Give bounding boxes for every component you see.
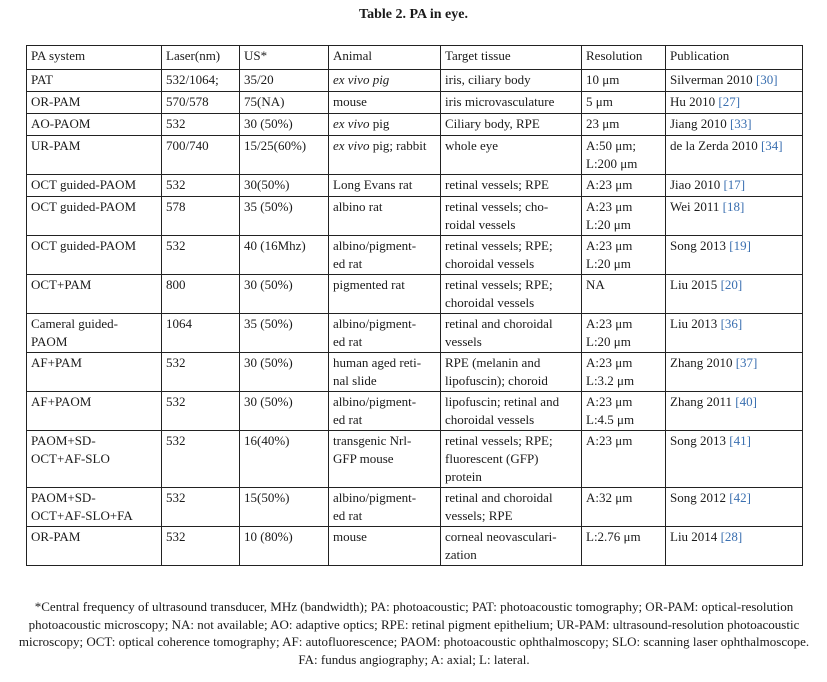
cell-target-tissue: iris, ciliary body xyxy=(441,70,582,92)
cell-publication xyxy=(666,353,803,392)
col-header-resolution: Resolution xyxy=(582,46,666,70)
reference-link[interactable]: [17] xyxy=(723,177,746,192)
cell-resolution: L:2.76 μm xyxy=(582,527,666,566)
table-row xyxy=(27,527,803,566)
table-row xyxy=(27,431,803,488)
cell-pa-system: OCT guided-PAOM xyxy=(27,197,162,236)
cell-animal: ex vivo pig xyxy=(329,70,441,92)
table-row xyxy=(27,70,803,92)
cell-us: 30 (50%) xyxy=(240,275,329,314)
cell-us: 75(NA) xyxy=(240,92,329,114)
cell-animal: mouse xyxy=(329,92,441,114)
cell-publication xyxy=(666,92,803,114)
publication-author-year: Wei 2011 xyxy=(670,199,723,214)
table-row xyxy=(27,114,803,136)
cell-laser: 532 xyxy=(162,353,240,392)
cell-pa-system: AO-PAOM xyxy=(27,114,162,136)
col-header-target-tissue: Target tissue xyxy=(441,46,582,70)
cell-us: 35/20 xyxy=(240,70,329,92)
reference-link[interactable]: [36] xyxy=(720,316,743,331)
cell-laser: 578 xyxy=(162,197,240,236)
cell-pa-system: AF+PAOM xyxy=(27,392,162,431)
publication-author-year: Song 2013 xyxy=(670,238,730,253)
cell-target-tissue: retinal vessels; cho- roidal vessels xyxy=(441,197,582,236)
cell-resolution: A:32 μm xyxy=(582,488,666,527)
table-row xyxy=(27,236,803,275)
reference-link[interactable]: [20] xyxy=(720,277,743,292)
cell-laser: 570/578 xyxy=(162,92,240,114)
cell-us: 35 (50%) xyxy=(240,314,329,353)
reference-link[interactable]: [30] xyxy=(755,72,778,87)
cell-us: 40 (16Mhz) xyxy=(240,236,329,275)
cell-us: 10 (80%) xyxy=(240,527,329,566)
cell-laser: 532 xyxy=(162,236,240,275)
cell-resolution: A:50 μm; L:200 μm xyxy=(582,136,666,175)
table-footnote: *Central frequency of ultrasound transducer, MHz (bandwidth); PA: photoacoustic; PAT: photoacoustic tomography; OR-PAM: optical-resolution photoacoustic microscopy; NA: not available; AO: adaptive optics; RPE: retinal pigment epithelium; UR-PAM: ultrasound-resolution photoacoustic microscopy; OCT: optical coherence tomography; AF: autofluorescence; PAOM: photoacoustic ophthalmoscopy; SLO: scanning laser ophthalmoscope. FA: fundus angiography; A: axial; L: lateral. xyxy=(18,599,810,667)
cell-publication xyxy=(666,175,803,197)
cell-publication xyxy=(666,275,803,314)
cell-animal: albino/pigment- ed rat xyxy=(329,314,441,353)
cell-publication xyxy=(666,314,803,353)
reference-link[interactable]: [34] xyxy=(760,138,783,153)
cell-pa-system: PAOM+SD- OCT+AF-SLO+FA xyxy=(27,488,162,527)
cell-us: 30 (50%) xyxy=(240,392,329,431)
cell-pa-system: OCT guided-PAOM xyxy=(27,236,162,275)
publication-author-year: Song 2012 xyxy=(670,490,730,505)
cell-laser: 532/1064; xyxy=(162,70,240,92)
cell-publication xyxy=(666,197,803,236)
cell-laser: 532 xyxy=(162,114,240,136)
cell-target-tissue: Ciliary body, RPE xyxy=(441,114,582,136)
col-header-pa-system: PA system xyxy=(27,46,162,70)
col-header-publication: Publication xyxy=(666,46,803,70)
publication-author-year: Jiao 2010 xyxy=(670,177,724,192)
cell-us: 16(40%) xyxy=(240,431,329,488)
reference-link[interactable]: [37] xyxy=(735,355,758,370)
cell-us: 30(50%) xyxy=(240,175,329,197)
reference-link[interactable]: [19] xyxy=(729,238,751,253)
cell-target-tissue: retinal vessels; RPE; choroidal vessels xyxy=(441,275,582,314)
cell-laser: 532 xyxy=(162,527,240,566)
reference-link[interactable]: [28] xyxy=(720,529,743,544)
cell-laser: 800 xyxy=(162,275,240,314)
reference-link[interactable]: [18] xyxy=(722,199,745,214)
publication-author-year: Hu 2010 xyxy=(670,94,719,109)
table-body xyxy=(27,70,803,566)
cell-resolution: A:23 μm L:4.5 μm xyxy=(582,392,666,431)
cell-publication xyxy=(666,70,803,92)
cell-us: 35 (50%) xyxy=(240,197,329,236)
cell-resolution: A:23 μm L:20 μm xyxy=(582,197,666,236)
cell-target-tissue: corneal neovasculari- zation xyxy=(441,527,582,566)
cell-animal: ex vivo pig xyxy=(329,114,441,136)
cell-animal: albino/pigment- ed rat xyxy=(329,236,441,275)
table-row xyxy=(27,353,803,392)
cell-laser: 532 xyxy=(162,175,240,197)
cell-animal: mouse xyxy=(329,527,441,566)
col-header-us: US* xyxy=(240,46,329,70)
cell-target-tissue: retinal vessels; RPE xyxy=(441,175,582,197)
cell-pa-system: PAOM+SD- OCT+AF-SLO xyxy=(27,431,162,488)
cell-animal: ex vivo pig; rabbit xyxy=(329,136,441,175)
cell-us: 30 (50%) xyxy=(240,353,329,392)
header-row xyxy=(27,46,803,70)
cell-resolution: A:23 μm xyxy=(582,175,666,197)
publication-author-year: Liu 2015 xyxy=(670,277,721,292)
cell-target-tissue: whole eye xyxy=(441,136,582,175)
cell-target-tissue: retinal vessels; RPE; fluorescent (GFP) protein xyxy=(441,431,582,488)
cell-publication xyxy=(666,236,803,275)
cell-resolution: 5 μm xyxy=(582,92,666,114)
cell-us: 15(50%) xyxy=(240,488,329,527)
cell-laser: 532 xyxy=(162,431,240,488)
cell-pa-system: Cameral guided- PAOM xyxy=(27,314,162,353)
cell-resolution: A:23 μm L:20 μm xyxy=(582,314,666,353)
cell-resolution: A:23 μm L:20 μm xyxy=(582,236,666,275)
table-row xyxy=(27,488,803,527)
cell-pa-system: OR-PAM xyxy=(27,92,162,114)
cell-pa-system: OCT guided-PAOM xyxy=(27,175,162,197)
cell-resolution: A:23 μm xyxy=(582,431,666,488)
cell-resolution: NA xyxy=(582,275,666,314)
cell-us: 30 (50%) xyxy=(240,114,329,136)
cell-animal: Long Evans rat xyxy=(329,175,441,197)
cell-publication xyxy=(666,527,803,566)
cell-animal: albino/pigment- ed rat xyxy=(329,392,441,431)
col-header-animal: Animal xyxy=(329,46,441,70)
publication-author-year: Silverman 2010 xyxy=(670,72,756,87)
table-caption: Table 2. PA in eye. xyxy=(359,7,468,22)
cell-laser: 1064 xyxy=(162,314,240,353)
cell-target-tissue: RPE (melanin and lipofuscin); choroid xyxy=(441,353,582,392)
cell-target-tissue: lipofuscin; retinal and choroidal vessels xyxy=(441,392,582,431)
cell-pa-system: OCT+PAM xyxy=(27,275,162,314)
cell-pa-system: AF+PAM xyxy=(27,353,162,392)
table-row xyxy=(27,197,803,236)
cell-resolution: 10 μm xyxy=(582,70,666,92)
cell-pa-system: OR-PAM xyxy=(27,527,162,566)
reference-link[interactable]: [33] xyxy=(729,116,752,131)
publication-author-year: de la Zerda 2010 xyxy=(670,138,761,153)
publication-author-year: Zhang 2011 xyxy=(670,394,736,409)
reference-link[interactable]: [41] xyxy=(729,433,751,448)
cell-publication xyxy=(666,114,803,136)
cell-publication xyxy=(666,136,803,175)
table-row xyxy=(27,275,803,314)
reference-link[interactable]: [42] xyxy=(729,490,751,505)
cell-animal: albino rat xyxy=(329,197,441,236)
cell-animal: pigmented rat xyxy=(329,275,441,314)
cell-publication xyxy=(666,392,803,431)
reference-link[interactable]: [40] xyxy=(735,394,757,409)
table-row xyxy=(27,175,803,197)
pa-eye-table xyxy=(26,45,803,566)
cell-animal: human aged reti- nal slide xyxy=(329,353,441,392)
cell-laser: 532 xyxy=(162,488,240,527)
cell-target-tissue: iris microvasculature xyxy=(441,92,582,114)
cell-publication xyxy=(666,488,803,527)
cell-resolution: 23 μm xyxy=(582,114,666,136)
cell-pa-system: PAT xyxy=(27,70,162,92)
publication-author-year: Liu 2013 xyxy=(670,316,721,331)
col-header-laser: Laser(nm) xyxy=(162,46,240,70)
cell-us: 15/25(60%) xyxy=(240,136,329,175)
table-row xyxy=(27,314,803,353)
cell-target-tissue: retinal vessels; RPE; choroidal vessels xyxy=(441,236,582,275)
publication-author-year: Jiang 2010 xyxy=(670,116,730,131)
publication-author-year: Song 2013 xyxy=(670,433,730,448)
publication-author-year: Zhang 2010 xyxy=(670,355,736,370)
reference-link[interactable]: [27] xyxy=(718,94,741,109)
publication-author-year: Liu 2014 xyxy=(670,529,721,544)
cell-animal: transgenic Nrl- GFP mouse xyxy=(329,431,441,488)
cell-publication xyxy=(666,431,803,488)
cell-laser: 700/740 xyxy=(162,136,240,175)
cell-target-tissue: retinal and choroidal vessels xyxy=(441,314,582,353)
table-row xyxy=(27,392,803,431)
table-row xyxy=(27,92,803,114)
cell-resolution: A:23 μm L:3.2 μm xyxy=(582,353,666,392)
cell-pa-system: UR-PAM xyxy=(27,136,162,175)
cell-animal: albino/pigment- ed rat xyxy=(329,488,441,527)
cell-target-tissue: retinal and choroidal vessels; RPE xyxy=(441,488,582,527)
table-row xyxy=(27,136,803,175)
cell-laser: 532 xyxy=(162,392,240,431)
